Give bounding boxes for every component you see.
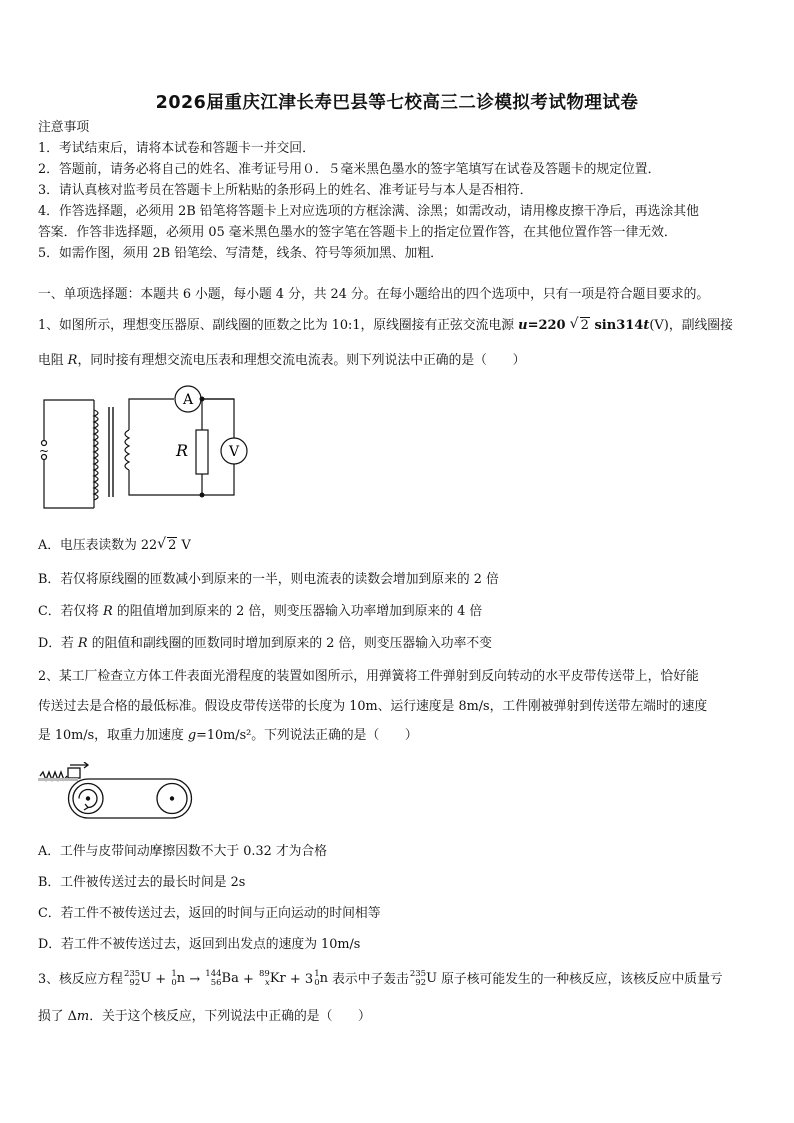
resistor-icon [196,430,208,474]
q2-stem-line1: 2、某工厂检查立方体工件表面光滑程度的装置如图所示，用弹簧将工件弹射到反向转动的水平皮带传送带上，恰好能 [38,669,699,684]
plus-sign-1: + [151,971,171,987]
q3-text-a: 3、核反应方程 [38,971,123,987]
notice-item-4: 4．作答选择题，必须用 2B 铅笔将答题卡上对应选项的方框涂满、涂黑；如需改动，请用橡皮擦干净后，再选涂其他 [38,204,699,219]
nuclide-neutron-2: 1 0 n [314,969,328,988]
notice-item-4-cont: 答案．作答非选择题，必须用 05 毫米黑色墨水的签字笔在答题卡上的指定位置作答，在其他位置作答一律无效． [38,225,677,240]
q2-option-d: D．若工件不被传送过去，返回到出发点的速度为 10m/s [38,937,361,952]
q1-formula-u: u [518,318,528,333]
primary-wire-bottom [44,460,94,508]
plus-sign-2: + [238,971,258,987]
q1-option-a [38,537,762,555]
workpiece-icon [68,768,80,778]
nuclide-u235: 235 92 U [123,969,152,988]
q2-text-a: 是 10m/s，取重力加速度 [38,728,188,743]
notice-item-5: 5．如需作图，须用 2B 铅笔绘、写清楚，线条、符号等须加黑、加粗． [38,246,443,261]
q1-option-c-text-b: 的阻值增加到原来的 2 倍，则变压器输入功率增加到原来的 4 倍 [112,604,483,619]
secondary-coil [125,430,129,470]
notice-item-3: 3．请认真核对监考员在答题卡上所粘贴的条形码上的姓名、准考证号与本人是否相符． [38,183,533,198]
q2-stem-line2: 传送过去是合格的最低标准。假设皮带传送带的长度为 10m、运行速度是 8m/s，工件刚被弹射到传送带左端时的速度 [38,699,708,714]
q1-text-a: 1、如图所示，理想变压器原、副线圈的匝数之比为 10:1，原线圈接有正弦交流电源 [38,318,519,333]
q2-text-b: =10m/s²。下列说法正确的是（ ） [196,728,418,743]
q1-formula-sqrt: √ 2 [569,316,589,333]
plus-sign-3: + 3 [285,971,314,987]
nuclide-kr89: 89 x Kr [259,969,286,988]
q3-text-c: 原子核可能发生的一种核反应，该核反应中质量亏 [437,971,723,987]
primary-wire-top [44,400,94,440]
nuclide-neutron: 1 0 n [171,969,186,988]
q1-stem-line1 [38,317,762,335]
q1-option-a-sqrt: √ 2 [157,536,177,553]
q1-formula-eq: =220 [527,318,566,333]
q1-formula-sin: sin314 [589,318,644,333]
q3-stem-line2 [38,1008,762,1026]
q1-option-d-R: R [77,636,88,651]
q2-option-c: C．若工件不被传送过去，返回的时间与正向运动的时间相等 [38,906,381,921]
q1-option-b: B．若仅将原线圈的匝数减小到原来的一半，则电流表的读数会增加到原来的 2 倍 [38,572,499,587]
q1-stem-line2 [38,352,762,370]
q2-option-b: B．工件被传送过去的最长时间是 2s [38,875,246,890]
secondary-wire-top-left [129,399,174,430]
resistor-label: R [175,441,189,460]
notice-item-1: 1．考试结束后，请将本试卷和答题卡一并交回． [38,141,315,156]
page-title: 2026届重庆江津长寿巴县等七校高三二诊模拟考试物理试卷 [155,93,639,113]
nuclide-u235-2: 235 92 U [409,969,438,988]
q2-g-symbol: g [187,728,197,743]
q2-option-a: A．工件与皮带间动摩擦因数不大于 0.32 才为合格 [38,844,328,859]
q3-text-b: 表示中子轰击 [328,971,409,987]
q1-text-d: ，同时接有理想交流电压表和理想交流电流表。则下列说法中正确的是（ ） [77,353,526,368]
q1-option-c [38,603,762,621]
q1-option-a-text: A．电压表读数为 22 [38,538,158,553]
section-heading: 一、单项选择题：本题共 6 小题，每小题 4 分，共 24 分。在每小题给出的四个选项中，只有一项是符合题目要求的。 [38,287,710,302]
ac-source-symbol: ~ [38,444,50,458]
q3-m-symbol: m [76,1009,90,1024]
q1-circuit-figure [34,385,270,515]
q3-stem-line1 [38,970,762,989]
q1-option-c-text-a: C．若仅将 [38,604,104,619]
q1-option-a-unit: V [177,538,191,553]
ammeter-label: A [182,392,194,408]
q1-text-b: ，副线圈接 [668,318,733,333]
q1-formula-unit: (V) [649,318,669,333]
q1-option-c-R: R [103,604,113,619]
q1-option-d-text-a: D．若 [38,636,78,651]
notice-item-2: 2．答题前，请务必将自己的姓名、准考证号用０．５毫米黑色墨水的签字笔填写在试卷及答题卡的规定位置． [38,162,661,177]
voltmeter-label: V [228,444,240,460]
q1-R-label: R [67,353,78,368]
notice-heading: 注意事项 [38,120,90,135]
q3-text-e: ．关于这个核反应，下列说法中正确的是（ ） [89,1009,371,1024]
reaction-arrow: → [185,971,205,987]
q2-conveyor-figure [38,762,198,822]
q2-stem-line3 [38,727,762,745]
nuclide-ba144: 144 56 Ba [205,969,239,988]
q1-option-d [38,635,762,653]
q1-option-d-text-b: 的阻值和副线圈的匝数同时增加到原来的 2 倍，则变压器输入功率不变 [87,636,492,651]
q1-formula-t: t [643,318,650,333]
q3-text-d: 损了 Δ [38,1009,77,1024]
q1-text-c: 电阻 [38,353,68,368]
